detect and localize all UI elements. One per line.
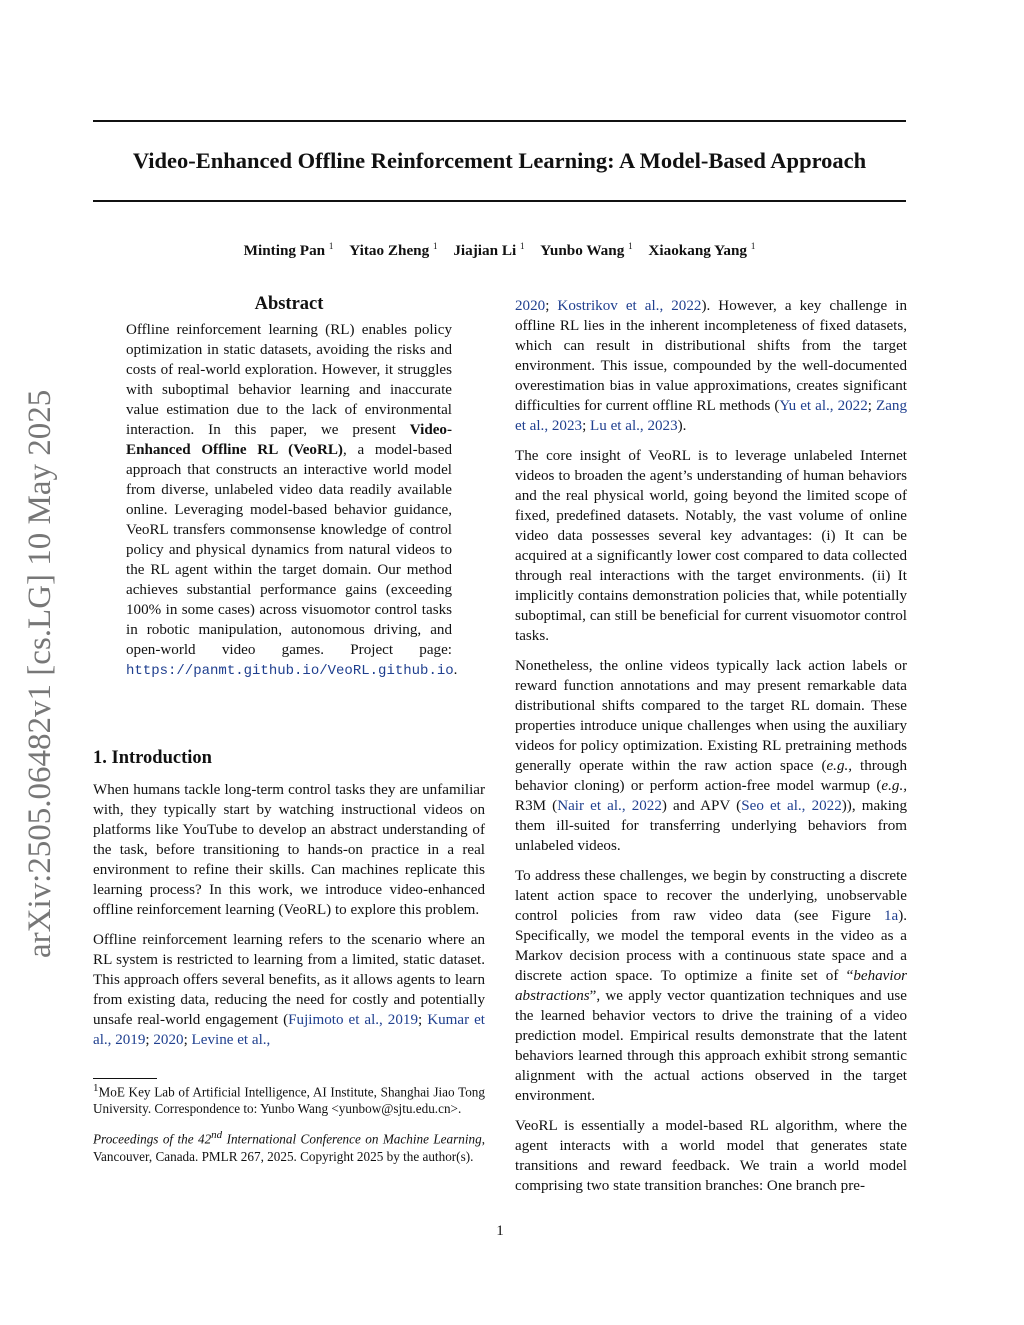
paragraph: To address these challenges, we begin by constructing a discrete latent action space to recover the underlying, unobservable control policies from raw video data (see Figure 1a). Specifically, we model the temporal events in the video as a Markov decision process with a continuous state space and a discrete action space. To optimize a finite set of “behavior abstractions”, we apply vector quantization techniques and use the learned behavior vectors to drive the training of a video prediction model. Empirical results demonstrate that the latent behaviors learned through this approach exhibit strong semantic alignment with the actual actions observed in the target environment. (515, 868, 907, 1104)
intro-left-column (93, 780, 485, 1060)
citation-link[interactable]: Levine et al., (191, 1032, 271, 1048)
citation-link[interactable]: 2020 (153, 1032, 184, 1048)
paragraph: Nonetheless, the online videos typically lack action labels or reward function annotations and may present remarkable data distributional shifts compared to the target RL domain. These properties introduce unique challenges when using the auxiliary videos for policy optimization. Existing RL pretraining methods generally operate within the raw action space (e.g., through behavior cloning) or perform action-free model warmup (e.g., R3M (Nair et al., 2022) and APV (Seo et al., 2022)), making them ill-suited for transferring underlying behaviors from unlabeled videos. (515, 658, 907, 854)
author: Yitao Zheng $^1$ (349, 241, 438, 260)
author: Xiaokang Yang $^1$ (648, 241, 756, 260)
author: Jiajian Li $^1$ (453, 241, 525, 260)
citation-link[interactable]: 2020 (515, 298, 546, 314)
abstract-body (126, 320, 458, 681)
citation-link[interactable]: Lu et al., 2023 (590, 418, 678, 434)
paragraph: Offline reinforcement learning refers to the scenario where an RL system is restricted to learning from a limited, static dataset. This approach offers several benefits, as it allows agents to learn from existing data, reducing the need for costly and potentially unsafe real-world engagement (Fujimoto et al., 2019; Kumar et al., 2019; 2020; Levine et al., (93, 932, 485, 1048)
project-link[interactable]: https://panmt.github.io/VeoRL.github.io (126, 663, 454, 679)
author: Yunbo Wang $^1$ (540, 241, 633, 260)
citation-link[interactable]: Fujimoto et al., 2019 (288, 1012, 418, 1028)
footnotes (93, 1080, 485, 1175)
author: Minting Pan $^1$ (243, 241, 334, 260)
citation-link[interactable]: Yu et al., 2022 (779, 398, 868, 414)
citation-link[interactable]: Kumar et al., 2019 (93, 1012, 485, 1048)
proceedings-note: Proceedings of the 42nd International Conference on Machine Learning, Vancouver, Canada. PMLR 267, 2025. Copyright 2025 by the author(s). (93, 1129, 485, 1164)
intro-right-column (515, 296, 907, 1206)
abstract-heading: Abstract (254, 294, 324, 314)
paragraph: 2020; Kostrikov et al., 2022). However, a key challenge in offline RL lies in the inherent incompleteness of fixed datasets, which can result in distributional shifts from the target environment. This issue, compounded by the well-documented overestimation bias in value approximations, creates significant difficulties for current offline RL methods (Yu et al., 2022; Zang et al., 2023; Lu et al., 2023). (515, 298, 908, 434)
citation-link[interactable]: Zang et al., 2023 (515, 398, 907, 434)
paragraph: When humans tackle long-term control tasks they are unfamiliar with, they typically start by watching instructional videos on platforms like YouTube to develop an abstract understanding of the task, before transitioning to hands-on practice in a real environment to refine their skills. Can machines replicate this learning process? In this work, we introduce video-enhanced offline reinforcement learning (VeoRL) to explore this problem. (93, 782, 485, 918)
footnote-rule (93, 1078, 157, 1079)
top-rule (93, 120, 906, 122)
paragraph: The core insight of VeoRL is to leverage unlabeled Internet videos to broaden the agent’s understanding of human behaviors and the real physical world, going beyond the limited scope of fixed, predefined datasets. Notably, the vast volume of online video data possesses several key advantages: (i) It can be acquired at a significantly lower cost compared to data collected through real interactions with the target environments. (ii) It implicitly contains demonstration policies that, while potentially suboptimal, can still be beneficial for current visuomotor control tasks. (515, 448, 907, 644)
citation-link[interactable]: Kostrikov et al., 2022 (557, 298, 702, 314)
affiliation-footnote: $^1$MoE Key Lab of Artificial Intelligence, AI Institute, Shanghai Jiao Tong University. Correspondence to: Yunbo Wang <yunbow@sjtu.edu.cn>. (93, 1082, 485, 1117)
citation-link[interactable]: Seo et al., 2022 (741, 798, 842, 814)
paragraph: VeoRL is essentially a model-based RL algorithm, where the agent interacts with a world model that generates state transitions and reward feedback. We train a world model comprising two state transition branches: One branch pre- (515, 1118, 907, 1194)
arxiv-stamp: arXiv:2505.06482v1 [cs.LG] 10 May 2025 (22, 389, 58, 958)
citation-link[interactable]: Nair et al., 2022 (557, 798, 662, 814)
abstract-paragraph: Offline reinforcement learning (RL) enables policy optimization in static datasets, avoiding the risks and costs of real-world exploration. However, it struggles with suboptimal behavior learning and inaccurate value estimation due to the lack of environmental interaction. In this paper, we present Video-Enhanced Offline RL (VeoRL), a model-based approach that constructs an interactive world model from diverse, unlabeled video data readily available online. Leveraging model-based behavior guidance, VeoRL transfers commonsense knowledge of control policy and physical dynamics from natural videos to the RL agent within the target domain. Our method achieves substantial performance gains (exceeding 100% in some cases) across visuomotor control tasks in robotic manipulation, autonomous driving, and open-world video games. Project page: https://panmt.github.io/VeoRL.github.io. (126, 322, 458, 679)
paper-title: Video-Enhanced Offline Reinforcement Learning: A Model-Based Approach (132, 148, 867, 173)
author-list (93, 236, 906, 261)
title-bottom-rule (93, 200, 906, 202)
section-heading-introduction: 1. Introduction (93, 748, 212, 768)
page-number: 1 (496, 1223, 504, 1239)
figure-ref-link[interactable]: 1a (883, 908, 899, 924)
